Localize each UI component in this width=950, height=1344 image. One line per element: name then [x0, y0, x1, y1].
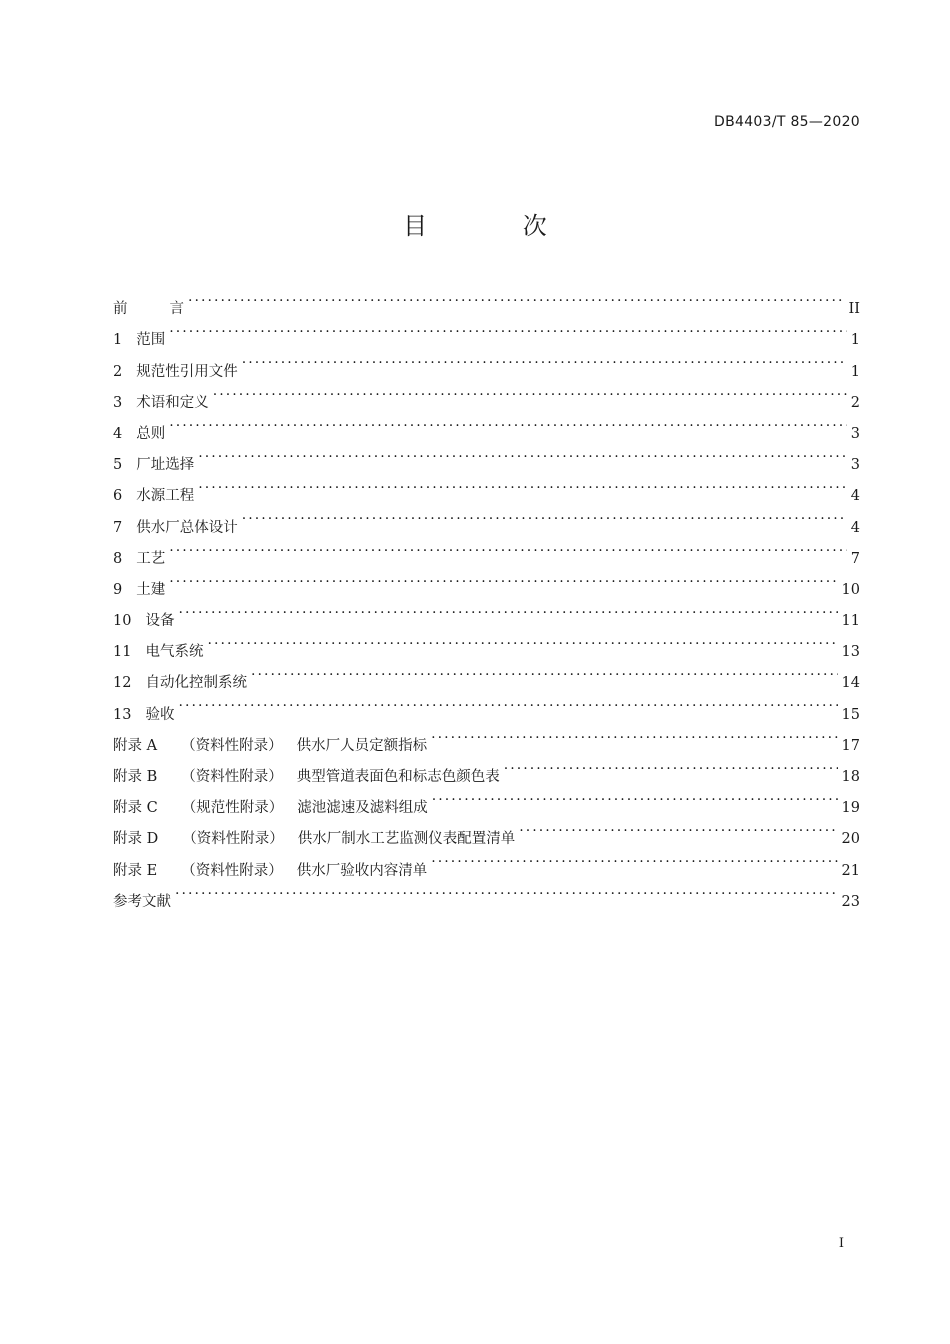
toc-leader-dots: [198, 438, 847, 469]
toc-entry-number: 13: [113, 706, 132, 723]
toc-entry-title: 电气系统: [145, 644, 204, 661]
toc-leader-dots: [504, 750, 838, 781]
toc-entry-label: [113, 731, 427, 762]
toc-leader-dots: [175, 875, 838, 906]
toc-entry-label: [113, 544, 165, 575]
toc-entry-page: 7: [850, 550, 860, 567]
toc-entry-number: 12: [113, 675, 132, 692]
toc-entry-number: 11: [113, 644, 132, 661]
toc-entry-label: [113, 637, 203, 668]
toc-entry-number: 3: [113, 394, 123, 411]
toc-entry[interactable]: [113, 687, 860, 723]
toc-entry-page: 3: [850, 425, 860, 442]
toc-entry-label: [113, 419, 165, 450]
toc-entry-page: 21: [841, 862, 860, 879]
toc-entry[interactable]: [113, 500, 860, 536]
document-code: DB4403/T 85—2020: [714, 114, 860, 130]
toc-entry-title: 规范性引用文件: [136, 363, 238, 380]
toc-entry-annex-type: （资料性附录）: [181, 769, 283, 785]
toc-entry-number: 附录 A: [113, 737, 158, 754]
toc-leader-dots: [242, 500, 847, 531]
toc-entry-page: 1: [850, 332, 860, 349]
toc-entry-annex-type: （资料性附录）: [181, 737, 283, 754]
toc-entry-page: 19: [841, 800, 860, 817]
toc-entry-label: [113, 481, 194, 512]
toc-entry-title: 范围: [136, 332, 166, 349]
toc-entry-number: 6: [113, 488, 123, 505]
toc-entry-title: 术语和定义: [136, 394, 209, 411]
toc-leader-dots: [431, 843, 837, 874]
toc-entry-page: 23: [841, 893, 860, 910]
toc-leader-dots: [207, 625, 837, 656]
toc-entry[interactable]: [113, 594, 860, 630]
toc-entry-number: 4: [113, 425, 123, 442]
toc-entry[interactable]: [113, 563, 860, 598]
toc-entry-label: [113, 606, 174, 637]
toc-leader-dots: [169, 407, 847, 438]
toc-leader-dots: [188, 282, 845, 313]
toc-entry-page: 15: [841, 706, 860, 723]
table-of-contents: [113, 282, 860, 910]
toc-entry-label: [113, 887, 171, 918]
toc-entry-number: 附录 D: [113, 831, 159, 848]
toc-entry-number: 附录 E: [113, 862, 158, 879]
toc-entry[interactable]: [113, 376, 860, 411]
toc-entry-label: [113, 793, 428, 824]
toc-entry[interactable]: [113, 719, 860, 754]
toc-leader-dots: [169, 563, 837, 594]
toc-entry[interactable]: [113, 532, 860, 567]
toc-entry[interactable]: [113, 438, 860, 474]
toc-entry-title: 厂址选择: [136, 457, 195, 474]
toc-leader-dots: [242, 344, 847, 375]
toc-entry-title: 供水厂总体设计: [136, 519, 238, 536]
toc-entry-number: 附录 C: [113, 800, 158, 817]
toc-entry-label: [113, 575, 165, 606]
toc-entry-number: 10: [113, 613, 132, 630]
toc-entry-number: 附录 B: [113, 769, 158, 785]
toc-entry-page: 3: [850, 457, 860, 474]
toc-entry-title: 言: [169, 301, 184, 318]
toc-leader-dots: [169, 532, 847, 563]
toc-entry-number: 9: [113, 581, 123, 598]
toc-entry-annex-type: （资料性附录）: [181, 862, 283, 879]
toc-entry-title: 工艺: [136, 550, 166, 567]
toc-leader-dots: [169, 313, 847, 344]
toc-entry-page: II: [848, 301, 860, 318]
toc-entry-page: 20: [841, 831, 860, 848]
toc-entry-number: 1: [113, 332, 123, 349]
toc-entry-title: 自动化控制系统: [145, 675, 247, 692]
toc-entry-title: 供水厂人员定额指标: [296, 737, 428, 754]
page-number: I: [838, 1236, 844, 1251]
toc-entry-title: 设备: [145, 613, 175, 630]
toc-entry-title: 土建: [136, 581, 166, 598]
toc-entry[interactable]: [113, 469, 860, 505]
toc-entry-page: 4: [850, 519, 860, 536]
toc-entry-page: 14: [841, 675, 860, 692]
toc-entry-number: 7: [113, 519, 123, 536]
toc-entry-page: 10: [841, 581, 860, 598]
toc-entry-annex-type: （资料性附录）: [182, 831, 284, 848]
toc-entry[interactable]: [113, 344, 860, 380]
toc-entry-title: 典型管道表面色和标志色颜色表: [296, 769, 500, 785]
toc-entry-number: 前: [113, 301, 128, 318]
toc-leader-dots: [178, 687, 837, 718]
toc-entry-number: 2: [113, 363, 123, 380]
toc-entry-title: 滤池滤速及滤料组成: [297, 800, 428, 817]
toc-entry-title: 参考文献: [113, 893, 171, 910]
toc-entry-page: 1: [850, 363, 860, 380]
toc-entry[interactable]: [113, 407, 860, 442]
toc-entry-number: 8: [113, 550, 123, 567]
toc-entry-annex-type: （规范性附录）: [181, 800, 284, 817]
toc-leader-dots: [251, 656, 838, 687]
toc-entry[interactable]: [113, 875, 860, 910]
toc-leader-dots: [432, 781, 838, 812]
toc-leader-dots: [519, 812, 837, 843]
toc-entry-number: 5: [113, 457, 123, 474]
toc-leader-dots: [431, 719, 837, 750]
toc-entry-page: 11: [841, 613, 860, 630]
toc-leader-dots: [178, 594, 837, 625]
toc-entry[interactable]: [113, 282, 860, 318]
toc-leader-dots: [213, 376, 847, 407]
toc-leader-dots: [198, 469, 847, 500]
toc-entry-label: [113, 325, 165, 356]
toc-title: 目 次: [403, 212, 591, 240]
toc-entry-title: 水源工程: [136, 488, 195, 505]
toc-entry-title: 供水厂验收内容清单: [296, 862, 428, 879]
toc-entry-page: 2: [850, 394, 860, 411]
toc-entry-label: [113, 700, 174, 731]
toc-entry-title: 总则: [136, 425, 166, 442]
toc-entry-page: 13: [841, 644, 860, 661]
toc-entry-label: [113, 450, 194, 481]
toc-entry-page: 18: [841, 769, 860, 785]
toc-entry[interactable]: [113, 625, 860, 661]
toc-entry-title: 供水厂制水工艺监测仪表配置清单: [297, 831, 516, 848]
toc-entry[interactable]: [113, 313, 860, 349]
toc-entry[interactable]: [113, 656, 860, 692]
toc-entry-page: 4: [850, 488, 860, 505]
toc-entry-page: 17: [841, 737, 860, 754]
toc-entry-title: 验收: [145, 706, 175, 723]
